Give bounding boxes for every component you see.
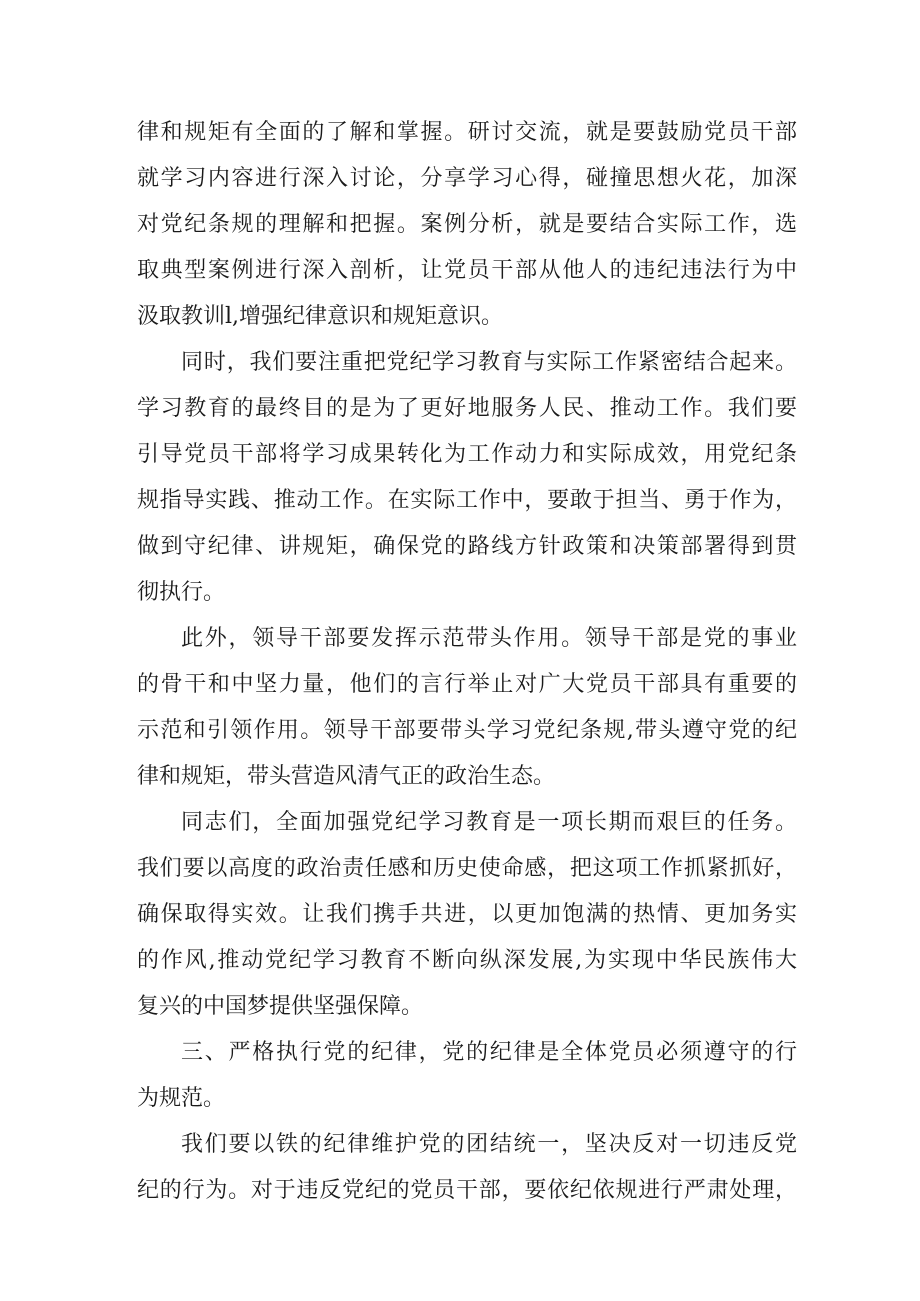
text-line: 汲取教训l,增强纪律意识和规矩意识。 [137,304,504,329]
text-line: 为规范。 [137,1086,226,1111]
text-line: 示范和引领作用。领导干部要带头学习党纪条规,带头遵守党的纪 [137,718,797,743]
text-line: 的骨干和中坚力量，他们的言行举止对广大党员干部具有重要的 [137,672,797,697]
paragraph-first-line: 同志们，全面加强党纪学习教育是一项长期而艰巨的任务。 [181,810,797,835]
text-line: 我们要以高度的政治责任感和历史使命感，把这项工作抓紧抓好， [137,856,797,881]
text-line: 律和规矩有全面的了解和掌握。研讨交流，就是要鼓励党员干部 [137,120,797,145]
text-line: 做到守纪律、讲规矩，确保党的路线方针政策和决策部署得到贯 [137,534,797,559]
text-line: 对党纪条规的理解和把握。案例分析，就是要结合实际工作，选 [137,212,797,237]
text-line: 取典型案例进行深入剖析，让党员干部从他人的违纪违法行为中 [137,258,797,283]
text-line: 学习教育的最终目的是为了更好地服务人民、推动工作。我们要 [137,396,797,421]
paragraph-first-line: 此外，领导干部要发挥示范带头作用。领导干部是党的事业 [181,626,797,651]
paragraph-first-line: 同时，我们要注重把党纪学习教育与实际工作紧密结合起来。 [181,350,797,375]
text-line: 就学习内容进行深入讨论，分享学习心得，碰撞思想火花，加深 [137,166,797,191]
paragraph-first-line: 我们要以铁的纪律维护党的团结统一，坚决反对一切违反党 [181,1132,797,1157]
text-line: 彻执行。 [137,580,226,605]
document-body [137,110,797,1214]
text-line: 确保取得实效。让我们携手共进，以更加饱满的热情、更加务实 [137,902,797,927]
text-line: 复兴的中国梦提供坚强保障。 [137,994,424,1019]
text-line: 律和规矩，带头营造风清气正的政治生态。 [137,764,556,789]
text-line: 纪的行为。对于违反党纪的党员干部，要依纪依规进行严肃处理， [137,1178,797,1203]
text-line: 的作风,推动党纪学习教育不断向纵深发展,为实现中华民族伟大 [137,948,797,973]
section-heading: 三、严格执行党的纪律，党的纪律是全体党员必须遵守的行 [181,1040,797,1065]
text-line: 规指导实践、推动工作。在实际工作中，要敢于担当、勇于作为， [137,488,797,513]
text-line: 引导党员干部将学习成果转化为工作动力和实际成效，用党纪条 [137,442,797,467]
